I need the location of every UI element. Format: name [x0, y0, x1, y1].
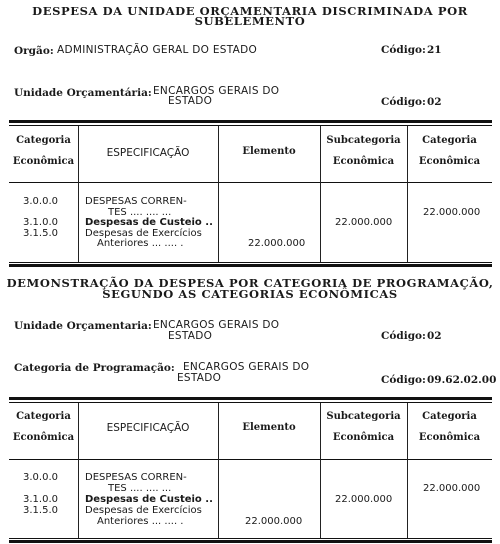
- header-categoria-economica: Econômica: [12, 432, 75, 443]
- programacao-value-line2: ESTADO: [177, 372, 222, 384]
- table2-bottom-rule: [9, 540, 492, 543]
- categoria-value: 22.000.000: [423, 483, 481, 494]
- code-cell: 3.1.0.0: [23, 217, 58, 228]
- programacao-codigo-label: Código:: [381, 374, 426, 386]
- unidade2-codigo-value: 02: [427, 330, 442, 342]
- programacao-value-line1: ENCARGOS GERAIS DO: [183, 361, 310, 373]
- header-especificacao: ESPECIFICAÇÃO: [106, 147, 190, 159]
- header-subcategoria: Subcategoria: [326, 411, 401, 422]
- orgao-codigo-value: 21: [427, 44, 442, 56]
- table2-bottom-rule-thin: [9, 538, 492, 539]
- unidade2-value-line2: ESTADO: [168, 330, 213, 342]
- programacao-codigo-value: 09.62.02.00: [427, 374, 497, 386]
- section1-title-line2: SUBELEMENTO: [194, 14, 306, 28]
- header-subcategoria-economica: Econômica: [332, 156, 395, 167]
- section1-title-line1: DESPESA DA UNIDADE ORÇAMENTARIA DISCRIMINADA POR: [32, 4, 468, 18]
- table2-top-rule-thin: [9, 402, 492, 403]
- programacao-label: Categoria de Programação:: [14, 362, 175, 374]
- code-cell: 3.0.0.0: [23, 472, 58, 483]
- spec-cell: Despesas de Custeio ..: [85, 494, 213, 505]
- header-categoria: Categoria: [16, 135, 71, 146]
- unidade2-value-line1: ENCARGOS GERAIS DO: [153, 319, 280, 331]
- table1-bottom-rule-thin: [9, 262, 492, 263]
- table1-top-rule: [9, 120, 492, 123]
- unidade-codigo-label: Código:: [381, 96, 426, 108]
- unidade2-label: Unidade Orçamentaria:: [14, 320, 152, 332]
- unidade-codigo-value: 02: [427, 96, 442, 108]
- spec-cell: Despesas de Exercícios: [85, 228, 202, 239]
- spec-cell: Despesas de Exercícios: [85, 505, 202, 516]
- table1-top-rule-thin: [9, 125, 492, 126]
- header-categoria-economica: Econômica: [12, 156, 75, 167]
- header-categoria2-economica: Econômica: [418, 156, 481, 167]
- header-elemento: Elemento: [242, 422, 296, 433]
- header-categoria2-economica: Econômica: [418, 432, 481, 443]
- header-elemento: Elemento: [242, 146, 296, 157]
- elemento-value: 22.000.000: [248, 238, 306, 249]
- subcategoria-value: 22.000.000: [335, 494, 393, 505]
- section2-title-line2: SEGUNDO AS CATEGORIAS ECONÔMICAS: [102, 287, 398, 301]
- header-especificacao: ESPECIFICAÇÃO: [106, 422, 190, 434]
- spec-cell: DESPESAS CORREN-: [85, 196, 187, 207]
- unidade-label: Unidade Orçamentária:: [14, 87, 152, 99]
- orgao-label: Orgão:: [14, 45, 54, 57]
- spec-cell: TES .... .... ...: [108, 207, 172, 218]
- spec-cell: Anteriores ... .... .: [97, 238, 184, 249]
- spec-cell: DESPESAS CORREN-: [85, 472, 187, 483]
- unidade-value-line2: ESTADO: [168, 95, 213, 107]
- subcategoria-value: 22.000.000: [335, 217, 393, 228]
- elemento-value: 22.000.000: [245, 516, 303, 527]
- header-subcategoria-economica: Econômica: [332, 432, 395, 443]
- section2-title-line1: DEMONSTRAÇÃO DA DESPESA POR CATEGORIA DE PROGRAMAÇÃO,: [6, 276, 494, 290]
- header-categoria: Categoria: [16, 411, 71, 422]
- categoria-value: 22.000.000: [423, 207, 481, 218]
- header-categoria2: Categoria: [422, 411, 477, 422]
- code-cell: 3.0.0.0: [23, 196, 58, 207]
- spec-cell: TES .... .... ...: [108, 483, 172, 494]
- orgao-codigo-label: Código:: [381, 44, 426, 56]
- spec-cell: Despesas de Custeio ..: [85, 217, 213, 228]
- spec-cell: Anteriores ... .... .: [97, 516, 184, 527]
- header-categoria2: Categoria: [422, 135, 477, 146]
- unidade-value-line1: ENCARGOS GERAIS DO: [153, 85, 280, 97]
- code-cell: 3.1.0.0: [23, 494, 58, 505]
- table1-header-rule: [9, 182, 492, 183]
- table2-top-rule: [9, 397, 492, 400]
- code-cell: 3.1.5.0: [23, 505, 58, 516]
- orgao-value: ADMINISTRAÇÃO GERAL DO ESTADO: [57, 44, 258, 56]
- header-subcategoria: Subcategoria: [326, 135, 401, 146]
- table2-header-rule: [9, 459, 492, 460]
- unidade2-codigo-label: Código:: [381, 330, 426, 342]
- table1-bottom-rule: [9, 264, 492, 267]
- code-cell: 3.1.5.0: [23, 228, 58, 239]
